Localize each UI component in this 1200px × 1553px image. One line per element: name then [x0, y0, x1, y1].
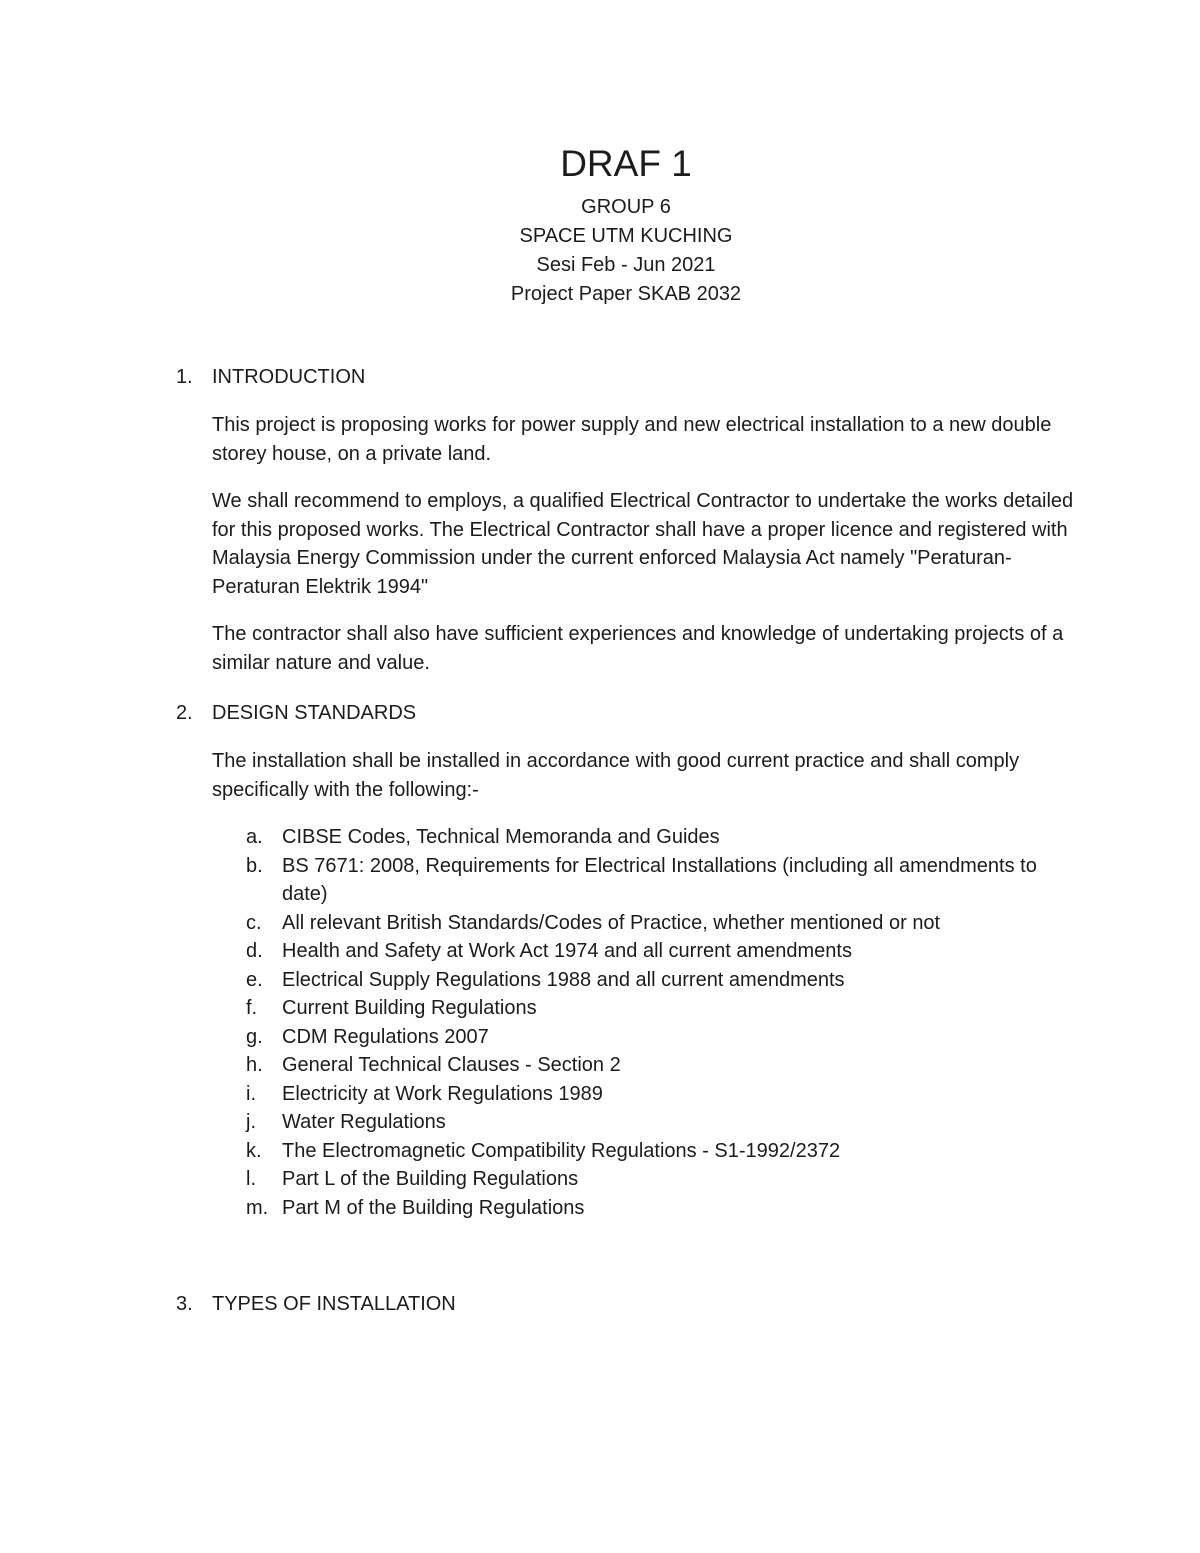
list-marker: b.: [246, 854, 263, 877]
list-marker: j.: [246, 1111, 256, 1133]
title-block: [0, 143, 1200, 309]
section-title: INTRODUCTION: [212, 366, 366, 388]
section-heading: [176, 699, 1086, 727]
section-number: 3.: [176, 1293, 193, 1315]
list-item: [246, 966, 1082, 995]
paragraph: The contractor shall also have sufficient experiences and knowledge of undertaking projects of a similar nature and value.: [212, 623, 1064, 674]
list-marker: f.: [246, 997, 258, 1019]
document-title: DRAF 1: [560, 143, 692, 184]
list-item-text: Electricity at Work Regulations 1989: [282, 1082, 603, 1105]
list-marker: d.: [246, 940, 263, 962]
list-item: [246, 852, 1082, 909]
list-item: [246, 937, 1082, 966]
group-line: GROUP 6: [581, 196, 671, 218]
list-marker: g.: [246, 1025, 263, 1048]
list-item-text: General Technical Clauses - Section 2: [282, 1054, 621, 1076]
list-item-text: Current Building Regulations: [282, 997, 537, 1019]
section-title: TYPES OF INSTALLATION: [212, 1293, 456, 1315]
list-item: [246, 1165, 1082, 1194]
list-item-text: Electrical Supply Regulations 1988 and all current amendments: [282, 968, 845, 991]
section-heading: [176, 1290, 1086, 1318]
list-item: [246, 1194, 1082, 1223]
section-heading: [176, 363, 1086, 391]
list-item-text: All relevant British Standards/Codes of Practice, whether mentioned or not: [282, 911, 941, 934]
list-item: [246, 994, 1082, 1023]
list-item: [246, 1108, 1082, 1137]
list-marker: m.: [246, 1196, 269, 1219]
list-item: [246, 1080, 1082, 1109]
list-marker: h.: [246, 1054, 263, 1076]
list-item-text: CIBSE Codes, Technical Memoranda and Guides: [282, 826, 720, 848]
list-item-text: Health and Safety at Work Act 1974 and all current amendments: [282, 940, 852, 962]
paragraph: We shall recommend to employs, a qualified Electrical Contractor to undertake the works detailed for this proposed works. The Electrical Contractor shall have a proper licence and registered with Malaysia Energy Commission under the current enforced Malaysia Act namely "Peraturan-Peraturan Elektrik 1994": [212, 490, 1074, 598]
list-marker: k.: [246, 1139, 262, 1162]
list-marker: e.: [246, 968, 263, 991]
project-paper-line: Project Paper SKAB 2032: [510, 283, 742, 305]
section-types-of-installation: [176, 1290, 1086, 1318]
session-line: Sesi Feb - Jun 2021: [536, 254, 716, 276]
paragraph: This project is proposing works for power supply and new electrical installation to a new double storey house, on a private land.: [212, 414, 1052, 465]
institution-line: SPACE UTM KUCHING: [519, 225, 733, 247]
list-marker: c.: [246, 911, 262, 934]
list-item-text: CDM Regulations 2007: [282, 1025, 489, 1048]
list-item-text: BS 7671: 2008, Requirements for Electrical Installations (including all amendments to date): [282, 854, 1037, 905]
list-item: [246, 823, 1082, 852]
list-item: [246, 1051, 1082, 1080]
list-item: [246, 1137, 1082, 1166]
list-marker: i.: [246, 1082, 256, 1105]
list-item-text: The Electromagnetic Compatibility Regulations - S1-1992/2372: [282, 1139, 841, 1162]
list-item-text: Part L of the Building Regulations: [282, 1168, 579, 1190]
section-number: 1.: [176, 366, 193, 388]
list-item-text: Water Regulations: [282, 1111, 446, 1133]
list-marker: a.: [246, 826, 263, 848]
list-marker: l.: [246, 1168, 256, 1190]
list-item: [246, 1023, 1082, 1052]
section-introduction: [176, 363, 1086, 696]
section-number: 2.: [176, 702, 193, 724]
section-design-standards: [176, 699, 1086, 1222]
list-item-text: Part M of the Building Regulations: [282, 1196, 585, 1219]
section-title: DESIGN STANDARDS: [212, 702, 417, 724]
list-item: [246, 909, 1082, 938]
standards-list: [176, 823, 1086, 1222]
paragraph: The installation shall be installed in accordance with good current practice and shall comply specifically with the following:-: [212, 750, 1020, 801]
